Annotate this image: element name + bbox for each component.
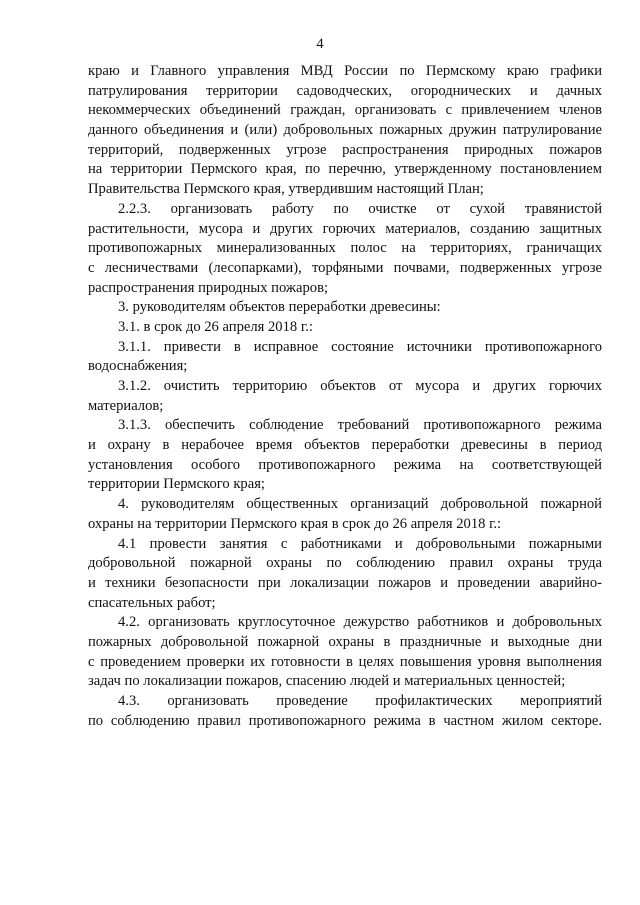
text-line: распространения природных пожаров; <box>88 279 329 296</box>
text-line: данного объединения и (или) добровольных пожарных дружин патрулирование <box>88 122 602 139</box>
document-body <box>88 62 602 731</box>
text-line: 2.2.3. организовать работу по очистке от сухой травянистой <box>118 200 602 217</box>
text-line: территорий, подверженных угрозе распространения природных пожаров <box>88 141 602 158</box>
text-line: растительности, мусора и других горючих материалов, созданию защитных <box>88 220 602 237</box>
text-line: 4. руководителям общественных организаций добровольной пожарной <box>118 496 602 513</box>
text-line: с проведением проверки их готовности в целях повышения уровня выполнения <box>88 653 602 670</box>
text-line: патрулирования территории садоводческих, огороднических и дачных <box>88 82 602 99</box>
text-line: охраны на территории Пермского края в срок до 26 апреля 2018 г.: <box>88 515 502 532</box>
text-line: спасательных работ; <box>88 594 216 611</box>
text-line: с лесничествами (лесопарками), торфяными почвами, подверженных угрозе <box>88 259 602 276</box>
text-line: установления особого противопожарного режима на соответствующей <box>88 456 602 473</box>
text-line: по соблюдению правил противопожарного режима в частном жилом секторе. <box>88 712 602 729</box>
text-line: задач по локализации пожаров, спасению людей и материальных ценностей; <box>88 673 566 690</box>
text-line: пожарных добровольной пожарной охраны в праздничные и выходные дни <box>88 633 602 650</box>
text-line: 3. руководителям объектов переработки древесины: <box>118 299 441 316</box>
text-line: на территории Пермского края, по перечню, утвержденному постановлением <box>88 161 602 178</box>
text-line: 3.1. в срок до 26 апреля 2018 г.: <box>118 318 313 335</box>
text-line: 4.3. организовать проведение профилактических мероприятий <box>118 693 602 709</box>
text-line: водоснабжения; <box>88 358 188 375</box>
text-line: материалов; <box>88 397 164 414</box>
text-line: краю и Главного управления МВД России по Пермскому краю графики <box>88 63 602 79</box>
text-line: и охрану в нерабочее время объектов переработки древесины в период <box>88 437 602 454</box>
text-line: 3.1.3. обеспечить соблюдение требований противопожарного режима <box>118 417 602 434</box>
page-number: 4 <box>316 36 324 52</box>
text-line: 4.1 провести занятия с работниками и добровольными пожарными <box>118 535 602 552</box>
text-line: территории Пермского края; <box>88 476 265 493</box>
text-line: противопожарных минерализованных полос на территориях, граничащих <box>88 240 602 257</box>
text-line: добровольной пожарной охраны по соблюдению правил охраны труда <box>88 555 602 572</box>
text-line: 4.2. организовать круглосуточное дежурство работников и добровольных <box>118 614 602 631</box>
text-line: некоммерческих объединений граждан, организовать с привлечением членов <box>88 102 602 119</box>
text-line: Правительства Пермского края, утвердившим настоящий План; <box>88 181 484 198</box>
text-line: и техники безопасности при локализации пожаров и проведении аварийно- <box>88 574 602 591</box>
text-line: 3.1.2. очистить территорию объектов от мусора и других горючих <box>118 378 602 394</box>
text-line: 3.1.1. привести в исправное состояние источники противопожарного <box>118 338 602 355</box>
